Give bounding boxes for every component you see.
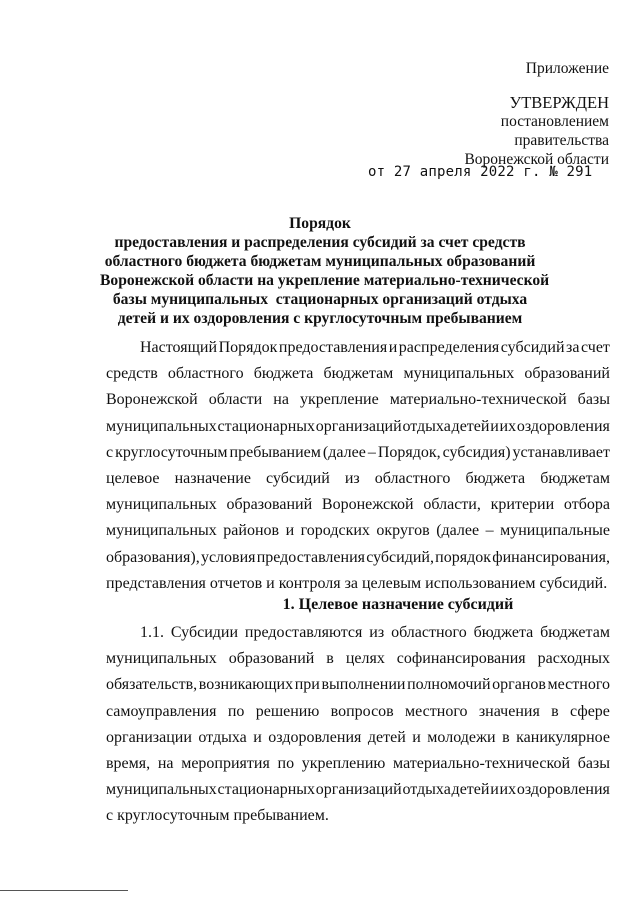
word: муниципальные [500,522,610,540]
word: укреплению [301,755,386,773]
word: при [294,676,320,694]
word: их [499,417,517,435]
word: материально-технической [393,755,570,773]
title-line: областного бюджета бюджетам муниципальных образований [104,253,536,270]
word: организации [106,728,192,746]
word: базы [577,391,610,409]
word: целевое [106,470,160,488]
text-line [106,672,610,698]
word: порядок [435,548,491,566]
word: субсидий [266,470,330,488]
word: предоставляются [244,624,363,642]
word: муниципальных [106,496,217,514]
document-title [100,214,550,328]
word: муниципальных [106,522,217,540]
word: и [388,339,398,357]
word: муниципальных [106,650,217,668]
word: (далее [322,443,366,461]
text-line [106,466,610,492]
word: финансирования, [492,548,610,566]
text-line [106,361,610,387]
word: отдыха [402,781,451,799]
word: организаций [315,781,402,799]
word: предоставления [278,339,388,357]
word: областного [167,365,244,383]
word: области, [423,496,481,514]
word: образований [226,496,313,514]
word: округов [376,522,430,540]
word: Воронежской [321,496,414,514]
word: и [253,728,262,746]
word: бюджетам [540,470,610,488]
word: условия [200,548,256,566]
word: Настоящий [140,339,218,357]
word: бюджетам [540,624,610,642]
word: самоуправления [106,702,217,720]
word: – [485,522,494,540]
word: субсидий [500,339,565,357]
decree-date-number: от 27 апреля 2022 г. № 291 [368,164,593,180]
word: образования), [106,548,200,566]
approval-block [464,59,609,169]
word: муниципальных [106,781,217,799]
word: (далее [436,522,480,540]
word: критерии [490,496,555,514]
title-line: предоставления и распределения субсидий за счет средств [114,234,526,251]
word: Воронежской [106,391,198,409]
word: назначение [174,470,251,488]
text-line [106,725,610,751]
title-line: Воронежской области на укрепление материально-технической [100,272,550,289]
word: бюджетам [323,365,394,383]
word: решению [255,702,320,720]
word: софинансирования [396,650,526,668]
approval-line: постановлением [500,113,609,130]
word: и [285,522,295,540]
word: оздоровления [516,417,610,435]
text-line [106,414,610,440]
word: субсидий, [366,548,434,566]
word: местного [547,676,610,694]
text-line [106,492,610,518]
word: детей [451,417,490,435]
word: время, [106,755,151,773]
approval-line: правительства [514,132,609,149]
word: отдыха [198,728,247,746]
text-line [106,571,610,597]
word: образований [524,365,610,383]
word: бюджета [473,624,534,642]
text-line [106,387,610,413]
word: стационарных [217,781,316,799]
word: целях [345,650,385,668]
word: детей [451,781,490,799]
word: пребыванием [229,443,321,461]
word: материально-технической [389,391,567,409]
word: 1.1. [140,624,164,642]
appendix-label: Приложение [525,60,609,77]
word: образований [228,650,315,668]
word: отбора [563,496,610,514]
word: на [157,755,174,773]
word: в [551,702,559,720]
word: организаций [315,417,402,435]
title-line: базы муниципальных стационарных организаций отдыха [112,291,528,308]
word: каникулярное [516,728,610,746]
word: муниципальных [403,365,515,383]
word: детей [367,728,406,746]
approved-label: УТВЕРЖДЕН [509,93,609,112]
word: возникающих [198,676,294,694]
text-line [106,545,610,571]
text-line [106,440,610,466]
word: расходных [537,650,610,668]
word: значения [478,702,540,720]
word: оздоровления [268,728,362,746]
footnote-divider [0,890,128,891]
word: и [490,781,499,799]
word: стационарных [217,417,316,435]
text-line [106,777,610,803]
word: с круглосуточным пребыванием. [106,807,329,825]
word: Порядок [218,339,278,357]
word: – [367,443,376,461]
word: мероприятия [181,755,270,773]
word: средств [106,365,158,383]
word: устанавливает [512,443,610,461]
text-line [106,699,610,725]
section-heading [0,596,640,614]
text-line [106,518,610,544]
word: предоставления [256,548,365,566]
word: в [502,728,510,746]
word: Порядок, [377,443,441,461]
word: и [490,417,499,435]
word: бюджета [465,470,526,488]
word: представления отчетов и контроля за целевым использованием субсидий. [106,574,608,592]
word: бюджета [253,365,314,383]
word: областного [391,624,467,642]
word: муниципальных [106,417,217,435]
word: распределения [398,339,500,357]
word: вопросов [330,702,394,720]
title-line: детей и их оздоровления с круглосуточным пребыванием [117,310,523,327]
word: оздоровления [516,781,610,799]
word: и [412,728,421,746]
intro-paragraph [106,335,610,597]
text-line [106,803,610,829]
word: с [106,443,114,461]
text-line [106,620,610,646]
word: области [208,391,263,409]
word: на [273,391,289,409]
word: счет [580,339,610,357]
word: за [566,339,580,357]
title-heading: Порядок [289,215,351,232]
word: круглосуточным [115,443,228,461]
word: областного [374,470,451,488]
word: молодежи [427,728,496,746]
word: по [277,755,295,773]
word: Субсидии [170,624,239,642]
word: обязательств, [106,676,198,694]
word: выполнении [321,676,406,694]
section-1-heading: 1. Целевое назначение субсидий [282,596,514,613]
text-line [106,751,610,777]
word: укрепление [299,391,379,409]
text-line [106,335,610,361]
text-line [106,646,610,672]
word: их [499,781,517,799]
word: полномочий [407,676,491,694]
word: по [227,702,245,720]
word: базы [577,755,610,773]
word: сфере [570,702,610,720]
approval-line: Воронежской области [464,151,609,168]
word: из [369,624,385,642]
word: органов [492,676,546,694]
word: местного [405,702,468,720]
word: из [344,470,360,488]
word: отдыха [402,417,451,435]
section-1-paragraph [106,620,610,830]
word: районов [223,522,280,540]
word: городских [300,522,370,540]
word: субсидия) [442,443,511,461]
word: в [326,650,334,668]
